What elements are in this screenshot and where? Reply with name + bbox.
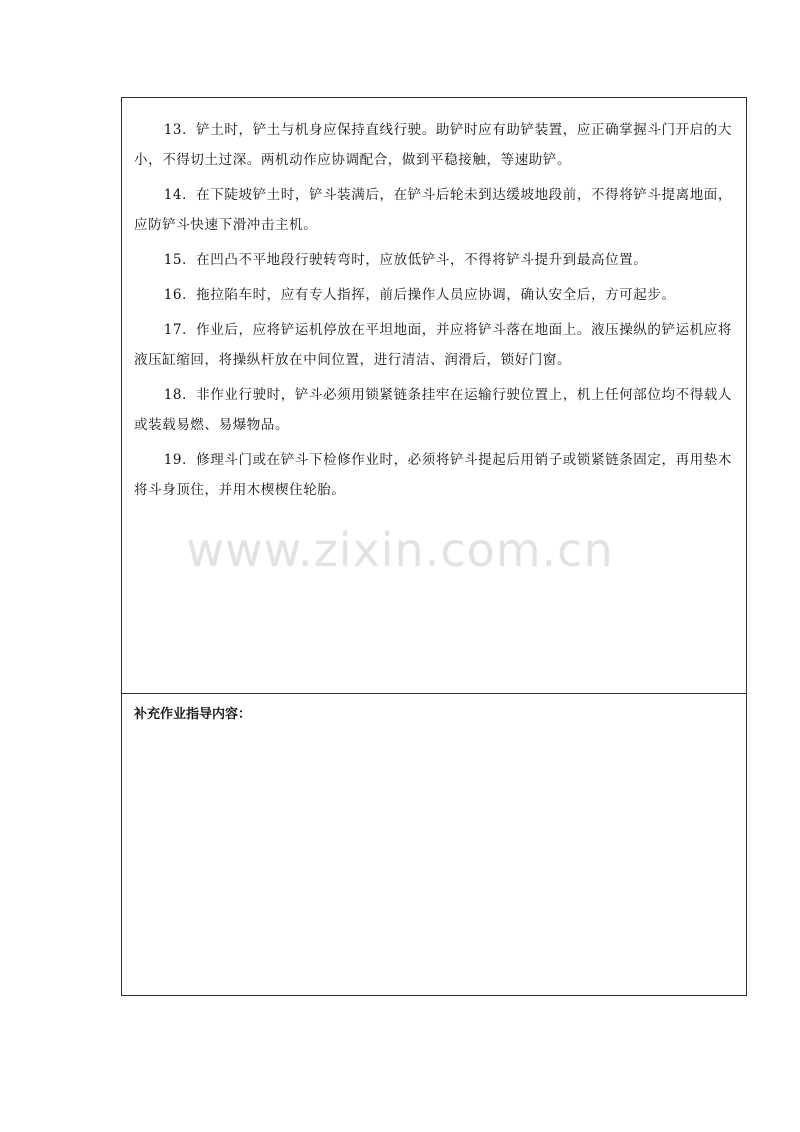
clause-15: 15．在凹凸不平地段行驶转弯时，应放低铲斗，不得将铲斗提升到最高位置。 xyxy=(163,252,648,268)
clause-13: 13．铲土时，铲土与机身应保持直线行驶。助铲时应有助铲装置，应正确掌握斗门开启的大小，不得切土过深。两机动作应协调配合，做到平稳接触，等速助铲。 xyxy=(134,122,732,168)
clause-16: 16．拖拉陷车时，应有专人指挥，前后操作人员应协调，确认安全后，方可起步。 xyxy=(163,287,676,303)
clause-19: 19．修理斗门或在铲斗下检修作业时，必须将铲斗提起后用销子或锁紧链条固定，再用垫木将斗身顶住，并用木楔楔住轮胎。 xyxy=(134,452,732,498)
clause-17: 17．作业后，应将铲运机停放在平坦地面，并应将铲斗落在地面上。液压操纵的铲运机应将液压缸缩回，将操纵杆放在中间位置，进行清洁、润滑后，锁好门窗。 xyxy=(134,322,732,368)
clause-list xyxy=(134,115,732,510)
clause-18: 18．非作业行驶时，铲斗必须用锁紧链条挂牢在运输行驶位置上，机上任何部位均不得载人或装载易燃、易爆物品。 xyxy=(134,387,732,433)
safety-clauses-cell xyxy=(122,98,746,694)
clause-14: 14．在下陡坡铲土时，铲斗装满后，在铲斗后轮未到达缓坡地段前，不得将铲斗提离地面，应防铲斗快速下滑冲击主机。 xyxy=(134,187,732,233)
supplement-heading: 补充作业指导内容： xyxy=(134,707,252,722)
watermark: www.zixin.com.cn xyxy=(186,523,614,577)
instruction-table xyxy=(121,97,747,996)
supplement-cell xyxy=(122,694,746,996)
